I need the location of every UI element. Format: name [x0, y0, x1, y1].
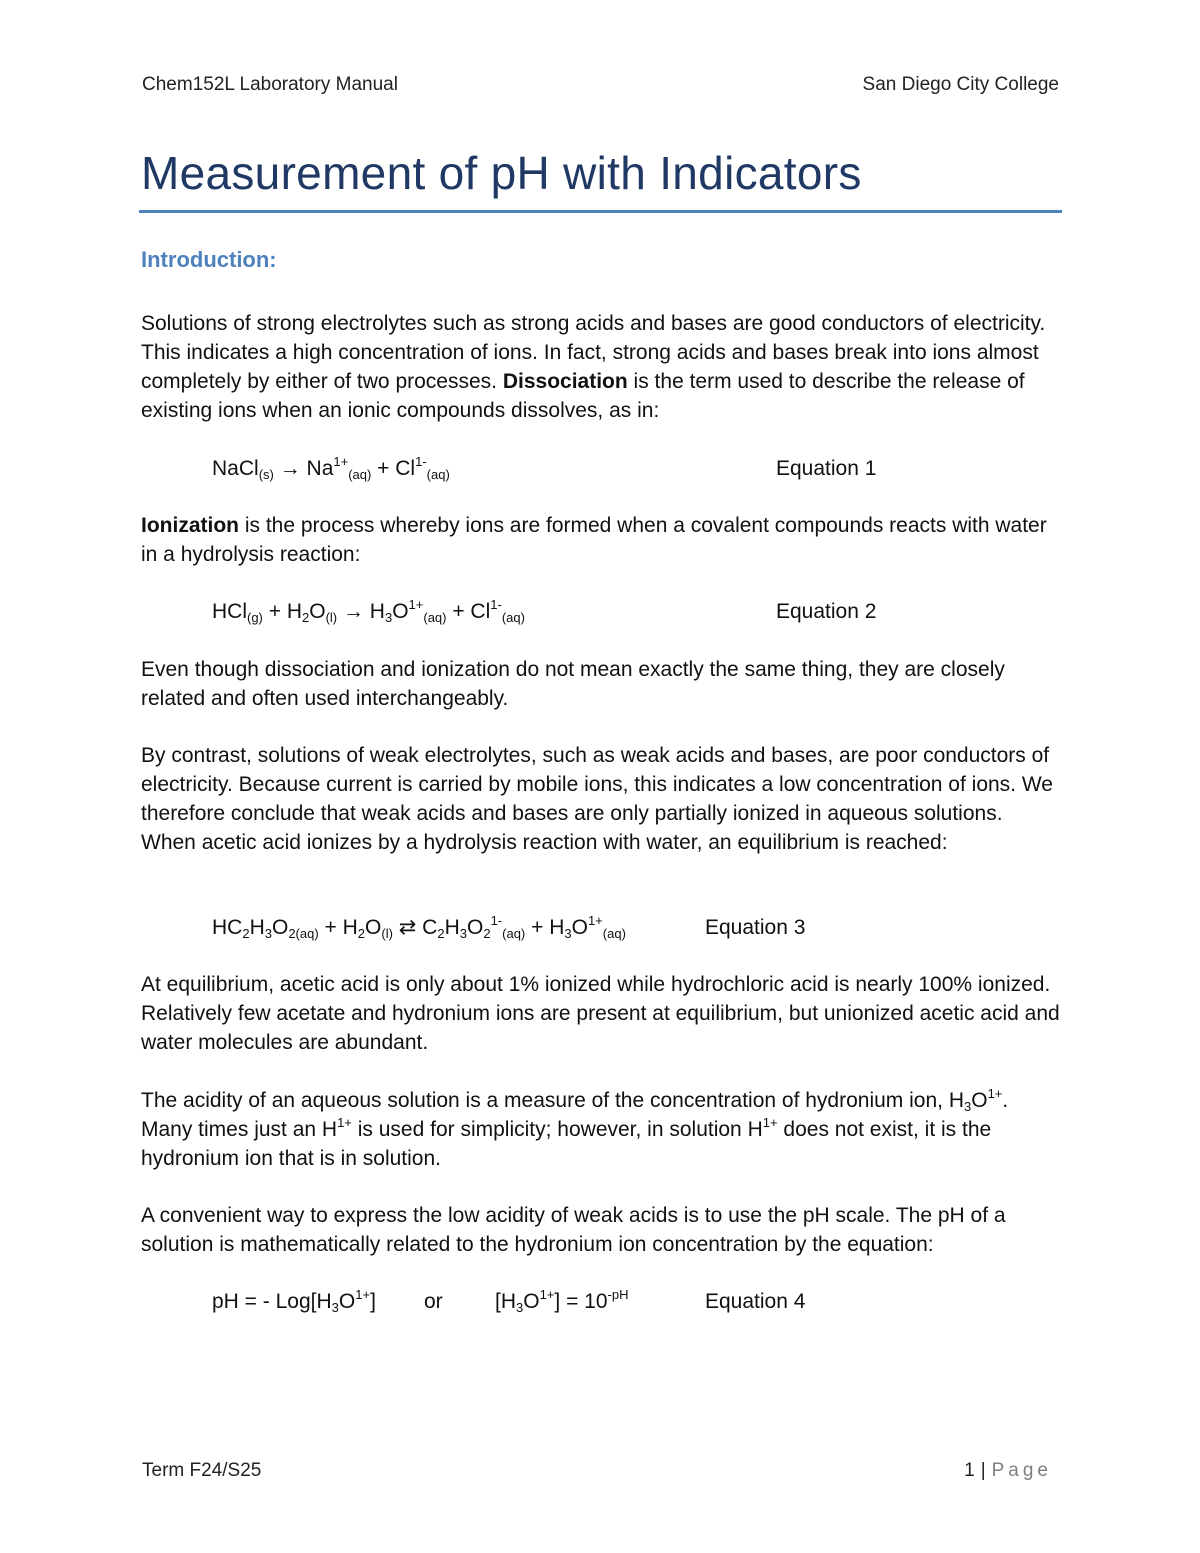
page-word: Page: [991, 1460, 1052, 1481]
equation-1: NaCl$_{(s)}$ → $Na^{1+}_{(aq)} + Cl^{1-}_{(aq)}$: [212, 454, 450, 482]
page-title: Measurement of pH with Indicators: [141, 147, 862, 199]
page-number: 1: [964, 1460, 975, 1481]
equation-4-label: Equation 4: [705, 1290, 806, 1313]
paragraph-ph-scale: A convenient way to express the low acidity of weak acids is to use the pH scale. The pH of a solution is mathematically related to the hydronium ion concentration by the equation:: [141, 1204, 1006, 1256]
equation-4-right: $[H_3O^{1+}] = 10^{-pH}$: [495, 1287, 629, 1315]
equation-3: $HC_2H_3O_{2(aq)} + H_2O_{(l)}$ ⇄ $C_2H_3O_2^{1-}_{(aq)} + H_3O^{1+}_{(aq)}$: [212, 913, 626, 941]
paragraph-dissociation-vs-ionization: Even though dissociation and ionization do not mean exactly the same thing, they are closely related and often used interchangeably.: [141, 658, 1005, 710]
equation-4-or: or: [424, 1290, 443, 1313]
equation-2-label: Equation 2: [776, 600, 877, 623]
term-dissociation: Dissociation: [502, 370, 628, 393]
header-manual-title: Chem152L Laboratory Manual: [142, 74, 398, 95]
paragraph-text: is the process whereby ions are formed when a covalent compounds reacts with water in a hydrolysis reaction:: [141, 514, 1047, 566]
paragraph-strong-electrolytes: [141, 309, 1061, 425]
paragraph-weak-electrolytes: By contrast, solutions of weak electrolytes, such as weak acids and bases, are poor conductors of electricity. Because current is carried by mobile ions, this indicates a low concentration of ions. We therefore conclude that weak acids and bases are only partially ionized in aqueous solutions. When acetic acid ionizes by a hydrolysis reaction with water, an equilibrium is reached:: [141, 744, 1053, 854]
paragraph-acidity: The acidity of an aqueous solution is a measure of the concentration of hydronium ion, $H_3O^{1+}$. Many times just an $H^{1+}$ is used for simplicity; however, in solution $H^{1+}$ does not exist, it is the hydronium ion that is in solution.: [141, 1086, 1009, 1170]
section-heading-introduction: Introduction:: [141, 247, 277, 272]
paragraph-equilibrium: At equilibrium, acetic acid is only about 1% ionized while hydrochloric acid is nearly 100% ionized. Relatively few acetate and hydronium ions are present at equilibrium, but unionized acetic acid and water molecules are abundant.: [141, 973, 1060, 1054]
header-college-name: San Diego City College: [862, 74, 1059, 95]
footer-page-number: [964, 1460, 1052, 1482]
footer-separator: |: [980, 1460, 986, 1481]
equation-3-label: Equation 3: [705, 916, 806, 939]
paragraph-text: Solutions of strong electrolytes such as strong acids and bases are good conductors of electricity. This indicates a high concentration of ions. In fact, strong acids and bases break into ions almost completely by either of two processes.: [141, 312, 1046, 393]
paragraph-text: is the term used to describe the release of existing ions when an ionic compounds dissolves, as in:: [141, 370, 1025, 422]
equation-2: $HCl_{(g)} + H_2O_{(l)} \to H_3O^{1+}_{(aq)} + Cl^{1-}_{(aq)}$: [212, 597, 525, 625]
equation-4-left: pH = - $Log[H_3O^{1+}]$: [212, 1287, 376, 1315]
paragraph-ionization: [141, 511, 1061, 569]
title-underline: [139, 210, 1062, 213]
term-ionization: Ionization: [141, 514, 239, 537]
footer-term: Term F24/S25: [142, 1460, 262, 1481]
equation-1-label: Equation 1: [776, 457, 877, 480]
